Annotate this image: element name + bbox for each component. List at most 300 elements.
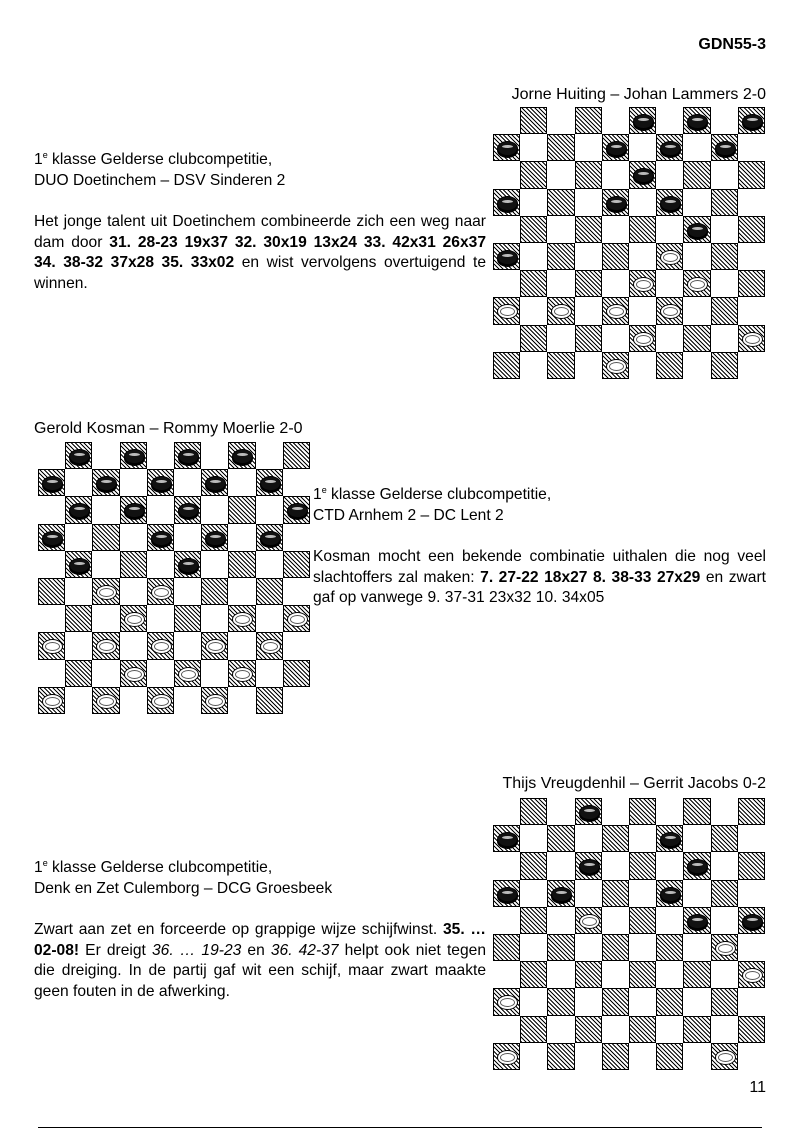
dark-square [65, 551, 92, 578]
light-square [65, 578, 92, 605]
dark-square [493, 825, 520, 852]
dark-square [38, 524, 65, 551]
light-square [201, 551, 228, 578]
light-square [656, 798, 683, 825]
black-piece [551, 887, 572, 902]
dark-square [683, 852, 710, 879]
dark-square [520, 216, 547, 243]
light-square [520, 297, 547, 324]
dark-square [656, 880, 683, 907]
light-square [656, 961, 683, 988]
dark-square [602, 134, 629, 161]
dark-square [92, 524, 119, 551]
black-piece [69, 449, 90, 464]
white-piece [151, 694, 172, 709]
dark-square [283, 496, 310, 523]
light-square [38, 442, 65, 469]
dark-square [711, 934, 738, 961]
game-2-text [313, 480, 766, 609]
light-square [520, 189, 547, 216]
light-square [629, 934, 656, 961]
dark-square [711, 352, 738, 379]
light-square [738, 934, 765, 961]
light-square [602, 798, 629, 825]
dark-square [656, 189, 683, 216]
commentary-segment: 36. … 19-23 [151, 941, 242, 959]
light-square [147, 605, 174, 632]
dark-square [738, 1016, 765, 1043]
light-square [575, 297, 602, 324]
dark-square [547, 189, 574, 216]
black-piece [660, 196, 681, 211]
game-1-competition: 1e klasse Gelderse clubcompetitie, [34, 150, 273, 169]
commentary-segment: Kosman mocht een bekende combinatie uithalen die nog veel slachtoffers zal maken: [313, 547, 766, 586]
commentary-segment: en zwart gaf op vanwege 9. 37-31 23x32 10. 34x05 [313, 568, 766, 607]
commentary-segment: en [241, 941, 271, 959]
dark-square [283, 551, 310, 578]
light-square [493, 907, 520, 934]
light-square [683, 934, 710, 961]
dark-square [120, 496, 147, 523]
light-square [228, 524, 255, 551]
dark-square [256, 524, 283, 551]
dark-square [575, 270, 602, 297]
dark-square [174, 660, 201, 687]
white-piece [633, 332, 654, 347]
light-square [547, 852, 574, 879]
dark-square [575, 1016, 602, 1043]
dark-square [683, 1016, 710, 1043]
black-piece [497, 141, 518, 156]
light-square [602, 907, 629, 934]
dark-square [602, 825, 629, 852]
dark-square [602, 189, 629, 216]
dark-square [738, 161, 765, 188]
white-piece [660, 250, 681, 265]
light-square [493, 852, 520, 879]
black-piece [687, 114, 708, 129]
light-square [602, 107, 629, 134]
dark-square [228, 551, 255, 578]
light-square [38, 496, 65, 523]
black-piece [42, 476, 63, 491]
dark-square [547, 1043, 574, 1070]
game-1-board [493, 107, 765, 379]
white-piece [124, 612, 145, 627]
commentary-segment: helpt ook niet tegen die dreiging. In de partij gaf wit een schijf, maar zwart maakte geen fouten in de afwerking. [34, 941, 486, 1000]
white-piece [551, 304, 572, 319]
white-piece [660, 304, 681, 319]
light-square [738, 1043, 765, 1070]
black-piece [178, 449, 199, 464]
dark-square [711, 1043, 738, 1070]
light-square [65, 524, 92, 551]
light-square [575, 934, 602, 961]
dark-square [174, 442, 201, 469]
dark-square [520, 907, 547, 934]
light-square [656, 161, 683, 188]
light-square [711, 325, 738, 352]
dark-square [120, 605, 147, 632]
dark-square [174, 551, 201, 578]
light-square [256, 442, 283, 469]
light-square [656, 216, 683, 243]
dark-square [547, 352, 574, 379]
black-piece [687, 859, 708, 874]
game-2-competition: 1e klasse Gelderse clubcompetitie, [313, 485, 552, 504]
white-piece [633, 277, 654, 292]
dark-square [120, 551, 147, 578]
black-piece [606, 196, 627, 211]
light-square [283, 578, 310, 605]
dark-square [738, 852, 765, 879]
dark-square [629, 961, 656, 988]
dark-square [283, 660, 310, 687]
black-piece [151, 531, 172, 546]
light-square [575, 134, 602, 161]
dark-square [201, 632, 228, 659]
dark-square [629, 1016, 656, 1043]
light-square [711, 1016, 738, 1043]
light-square [547, 1016, 574, 1043]
dark-square [629, 216, 656, 243]
black-piece [178, 558, 199, 573]
black-piece [579, 859, 600, 874]
white-piece [497, 1050, 518, 1065]
commentary-segment: 36. 42-37 [270, 941, 339, 959]
light-square [683, 189, 710, 216]
dark-square [493, 934, 520, 961]
dark-square [147, 524, 174, 551]
light-square [493, 216, 520, 243]
light-square [147, 442, 174, 469]
dark-square [174, 605, 201, 632]
game-2-match: CTD Arnhem 2 – DC Lent 2 [313, 506, 504, 524]
dark-square [738, 107, 765, 134]
light-square [493, 961, 520, 988]
commentary-segment: Er dreigt [79, 941, 152, 959]
light-square [65, 469, 92, 496]
light-square [547, 270, 574, 297]
light-square [602, 270, 629, 297]
light-square [201, 605, 228, 632]
game-1-commentary [34, 212, 486, 294]
dark-square [547, 243, 574, 270]
game-3-commentary [34, 920, 486, 1002]
black-piece [715, 141, 736, 156]
light-square [656, 852, 683, 879]
light-square [683, 352, 710, 379]
black-piece [232, 449, 253, 464]
commentary-segment: 7. 27-22 18x27 8. 38-33 27x29 [480, 568, 701, 586]
black-piece [205, 476, 226, 491]
dark-square [656, 297, 683, 324]
dark-square [738, 798, 765, 825]
light-square [629, 988, 656, 1015]
light-square [602, 852, 629, 879]
light-square [656, 270, 683, 297]
dark-square [711, 134, 738, 161]
dark-square [520, 107, 547, 134]
light-square [92, 551, 119, 578]
game-1-match: DUO Doetinchem – DSV Sinderen 2 [34, 171, 286, 189]
dark-square [283, 442, 310, 469]
dark-square [711, 825, 738, 852]
black-piece [260, 476, 281, 491]
dark-square [602, 352, 629, 379]
light-square [256, 605, 283, 632]
dark-square [629, 798, 656, 825]
game-2-commentary [313, 547, 766, 609]
dark-square [547, 134, 574, 161]
dark-square [602, 1043, 629, 1070]
black-piece [287, 503, 308, 518]
commentary-segment: 31. 28-23 19x37 32. 30x19 13x24 33. 42x31 26x37 34. 38-32 37x28 35. 33x02 [34, 233, 486, 272]
game-3-board [493, 798, 765, 1070]
light-square [547, 798, 574, 825]
black-piece [742, 114, 763, 129]
white-piece [497, 304, 518, 319]
light-square [575, 988, 602, 1015]
light-square [656, 907, 683, 934]
dark-square [602, 243, 629, 270]
dark-square [520, 161, 547, 188]
dark-square [683, 161, 710, 188]
light-square [629, 189, 656, 216]
dark-square [38, 469, 65, 496]
dark-square [256, 469, 283, 496]
dark-square [228, 660, 255, 687]
dark-square [493, 880, 520, 907]
light-square [38, 551, 65, 578]
dark-square [228, 442, 255, 469]
dark-square [629, 270, 656, 297]
light-square [65, 687, 92, 714]
light-square [92, 660, 119, 687]
white-piece [124, 667, 145, 682]
light-square [738, 189, 765, 216]
light-square [711, 852, 738, 879]
dark-square [201, 469, 228, 496]
commentary-segment: 35. … 02-08! [34, 920, 487, 959]
dark-square [575, 216, 602, 243]
dark-square [656, 825, 683, 852]
light-square [602, 961, 629, 988]
dark-square [38, 578, 65, 605]
white-piece [232, 667, 253, 682]
dark-square [520, 325, 547, 352]
light-square [520, 934, 547, 961]
dark-square [629, 107, 656, 134]
light-square [147, 551, 174, 578]
dark-square [547, 988, 574, 1015]
white-piece [205, 694, 226, 709]
light-square [683, 243, 710, 270]
footer-rule [38, 1127, 762, 1128]
game-3-competition: 1e klasse Gelderse clubcompetitie, [34, 858, 273, 877]
light-square [120, 687, 147, 714]
light-square [520, 1043, 547, 1070]
dark-square [38, 632, 65, 659]
light-square [283, 469, 310, 496]
dark-square [65, 496, 92, 523]
dark-square [711, 988, 738, 1015]
dark-square [656, 352, 683, 379]
game-3-match: Denk en Zet Culemborg – DCG Groesbeek [34, 879, 333, 897]
dark-square [575, 907, 602, 934]
dark-square [147, 469, 174, 496]
light-square [683, 988, 710, 1015]
dark-square [228, 496, 255, 523]
game-1-players: Jorne Huiting – Johan Lammers 2-0 [511, 86, 766, 103]
dark-square [65, 660, 92, 687]
white-piece [178, 667, 199, 682]
black-piece [42, 531, 63, 546]
white-piece [606, 359, 627, 374]
dark-square [711, 243, 738, 270]
light-square [92, 496, 119, 523]
light-square [493, 1016, 520, 1043]
dark-square [656, 243, 683, 270]
black-piece [178, 503, 199, 518]
light-square [683, 880, 710, 907]
white-piece [742, 968, 763, 983]
black-piece [69, 503, 90, 518]
light-square [228, 578, 255, 605]
light-square [738, 243, 765, 270]
dark-square [738, 961, 765, 988]
dark-square [228, 605, 255, 632]
dark-square [520, 852, 547, 879]
dark-square [575, 852, 602, 879]
dark-square [201, 687, 228, 714]
white-piece [96, 585, 117, 600]
light-square [493, 270, 520, 297]
dark-square [92, 469, 119, 496]
black-piece [124, 449, 145, 464]
black-piece [69, 558, 90, 573]
dark-square [493, 1043, 520, 1070]
dark-square [493, 243, 520, 270]
light-square [738, 825, 765, 852]
light-square [256, 551, 283, 578]
dark-square [683, 961, 710, 988]
dark-square [520, 1016, 547, 1043]
light-square [629, 880, 656, 907]
light-square [174, 469, 201, 496]
white-piece [715, 1050, 736, 1065]
light-square [629, 825, 656, 852]
dark-square [602, 297, 629, 324]
white-piece [205, 639, 226, 654]
white-piece [42, 639, 63, 654]
white-piece [742, 332, 763, 347]
light-square [629, 243, 656, 270]
light-square [602, 1016, 629, 1043]
dark-square [174, 496, 201, 523]
light-square [228, 687, 255, 714]
black-piece [742, 914, 763, 929]
light-square [201, 660, 228, 687]
black-piece [633, 114, 654, 129]
white-piece [715, 941, 736, 956]
black-piece [497, 250, 518, 265]
light-square [575, 825, 602, 852]
dark-square [575, 325, 602, 352]
light-square [120, 524, 147, 551]
dark-square [656, 988, 683, 1015]
light-square [683, 825, 710, 852]
light-square [520, 825, 547, 852]
dark-square [629, 852, 656, 879]
light-square [711, 961, 738, 988]
white-piece [151, 639, 172, 654]
light-square [92, 442, 119, 469]
dark-square [683, 270, 710, 297]
black-piece [497, 832, 518, 847]
light-square [547, 216, 574, 243]
dark-square [92, 687, 119, 714]
dark-square [201, 578, 228, 605]
black-piece [579, 805, 600, 820]
dark-square [738, 216, 765, 243]
light-square [520, 988, 547, 1015]
white-piece [96, 694, 117, 709]
dark-square [520, 798, 547, 825]
light-square [174, 524, 201, 551]
light-square [120, 632, 147, 659]
light-square [656, 1016, 683, 1043]
light-square [256, 660, 283, 687]
light-square [738, 988, 765, 1015]
black-piece [687, 223, 708, 238]
light-square [711, 216, 738, 243]
dark-square [520, 270, 547, 297]
dark-square [520, 961, 547, 988]
dark-square [38, 687, 65, 714]
light-square [575, 1043, 602, 1070]
light-square [602, 216, 629, 243]
white-piece [497, 995, 518, 1010]
light-square [656, 325, 683, 352]
light-square [711, 270, 738, 297]
dark-square [256, 578, 283, 605]
light-square [174, 578, 201, 605]
light-square [520, 880, 547, 907]
light-square [38, 605, 65, 632]
dark-square [575, 798, 602, 825]
light-square [147, 660, 174, 687]
dark-square [602, 934, 629, 961]
light-square [520, 243, 547, 270]
light-square [629, 297, 656, 324]
dark-square [738, 907, 765, 934]
light-square [283, 632, 310, 659]
light-square [120, 469, 147, 496]
light-square [65, 632, 92, 659]
black-piece [633, 168, 654, 183]
game-3-players: Thijs Vreugdenhil – Gerrit Jacobs 0-2 [502, 775, 766, 792]
light-square [575, 189, 602, 216]
light-square [629, 134, 656, 161]
dark-square [65, 442, 92, 469]
light-square [575, 243, 602, 270]
white-piece [579, 914, 600, 929]
commentary-segment: Het jonge talent uit Doetinchem combineerde zich een weg naar dam door [34, 212, 486, 251]
dark-square [493, 352, 520, 379]
black-piece [497, 196, 518, 211]
light-square [283, 524, 310, 551]
